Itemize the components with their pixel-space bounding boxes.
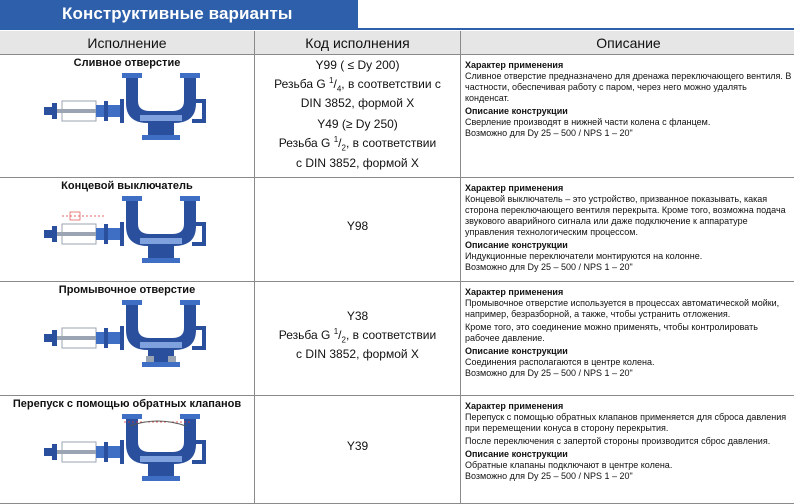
column-header-description: Описание <box>461 31 794 55</box>
column-header-variant: Исполнение <box>0 31 255 55</box>
code-line: Y38 <box>255 309 460 324</box>
variant-title: Перепуск с помощью обратных клапанов <box>0 398 254 410</box>
application-text: Кроме того, это соединение можно применять, чтобы контролировать рабочее давление. <box>465 322 792 344</box>
description-cell <box>461 177 794 281</box>
valve-diagram-image <box>42 298 212 378</box>
application-heading: Характер применения <box>465 60 792 71</box>
table-row <box>0 55 794 178</box>
code-block <box>255 439 460 454</box>
code-cell <box>255 177 461 281</box>
code-line: Резьба G $^1/_2$, в соответствии <box>255 132 460 155</box>
design-heading: Описание конструкции <box>465 346 792 357</box>
table-row <box>0 177 794 281</box>
application-heading: Характер применения <box>465 183 792 194</box>
code-line: с DIN 3852, формой X <box>255 156 460 171</box>
table-row <box>0 395 794 503</box>
design-heading: Описание конструкции <box>465 240 792 251</box>
valve-diagram-image <box>42 412 212 492</box>
code-line: Резьба G $^1/_2$, в соответствии <box>255 324 460 347</box>
variants-table <box>0 31 794 504</box>
table-row <box>0 281 794 395</box>
code-line: с DIN 3852, формой X <box>255 347 460 362</box>
title-divider <box>0 28 794 30</box>
application-text: Концевой выключатель – это устройство, призванное показывать, какая сторона переключающего вентиля перекрыта. Кроме того, возможна подача звукового аварийного сигнала или даже подключение к аппаратуре управления технологическим процессом. <box>465 194 792 238</box>
design-text: Индукционные переключатели монтируются на колонне. <box>465 251 792 262</box>
design-text: Сверление производят в нижней части колена с фланцем. <box>465 117 792 128</box>
variant-cell <box>0 395 255 503</box>
variant-cell <box>0 177 255 281</box>
code-line: Y39 <box>255 439 460 454</box>
code-cell <box>255 395 461 503</box>
application-text: Сливное отверстие предназначено для дренажа переключающего вентиля. В частности, обеспечивая работу с паром, через него можно удалять конденсат. <box>465 71 792 104</box>
application-heading: Характер применения <box>465 287 792 298</box>
valve-diagram-image <box>42 71 212 151</box>
size-range-text: Возможно для Dy 25 – 500 / NPS 1 – 20" <box>465 368 792 379</box>
size-range-text: Возможно для Dy 25 – 500 / NPS 1 – 20" <box>465 262 792 273</box>
design-heading: Описание конструкции <box>465 449 792 460</box>
application-text: После переключения с запертой стороны производится сброс давления. <box>465 436 792 447</box>
design-text: Обратные клапаны подключают в центре колена. <box>465 460 792 471</box>
description-cell <box>461 281 794 395</box>
application-text: Перепуск с помощью обратных клапанов применяется для сброса давления при перемещении конуса в сторону перекрытия. <box>465 412 792 434</box>
code-block <box>255 309 460 362</box>
code-line: Y49 (≥ Dy 250) <box>255 117 460 132</box>
section-title: Конструктивные варианты <box>62 4 293 24</box>
description-cell <box>461 55 794 178</box>
code-line: DIN 3852, формой X <box>255 96 460 111</box>
variant-cell <box>0 281 255 395</box>
variant-title: Промывочное отверстие <box>0 284 254 296</box>
description-cell <box>461 395 794 503</box>
section-title-bar <box>0 0 358 28</box>
code-block <box>255 117 460 170</box>
size-range-text: Возможно для Dy 25 – 500 / NPS 1 – 20" <box>465 128 792 139</box>
valve-diagram-image <box>42 194 212 274</box>
size-range-text: Возможно для Dy 25 – 500 / NPS 1 – 20" <box>465 471 792 482</box>
variant-title: Концевой выключатель <box>0 180 254 192</box>
table-header-row <box>0 31 794 55</box>
code-block <box>255 219 460 234</box>
code-cell <box>255 281 461 395</box>
code-line: Резьба G $^1/_4$, в соответствии с <box>255 73 460 96</box>
column-header-code: Код исполнения <box>255 31 461 55</box>
design-text: Соединения располагаются в центре колена. <box>465 357 792 368</box>
code-block <box>255 58 460 111</box>
application-heading: Характер применения <box>465 401 792 412</box>
code-line: Y98 <box>255 219 460 234</box>
application-text: Промывочное отверстие используется в процессах автоматической мойки, например, безразборной, а также, чтобы устранить отложения. <box>465 298 792 320</box>
code-line: Y99 ( ≤ Dy 200) <box>255 58 460 73</box>
variant-cell <box>0 55 255 178</box>
design-heading: Описание конструкции <box>465 106 792 117</box>
code-cell <box>255 55 461 178</box>
variant-title: Сливное отверстие <box>0 57 254 69</box>
